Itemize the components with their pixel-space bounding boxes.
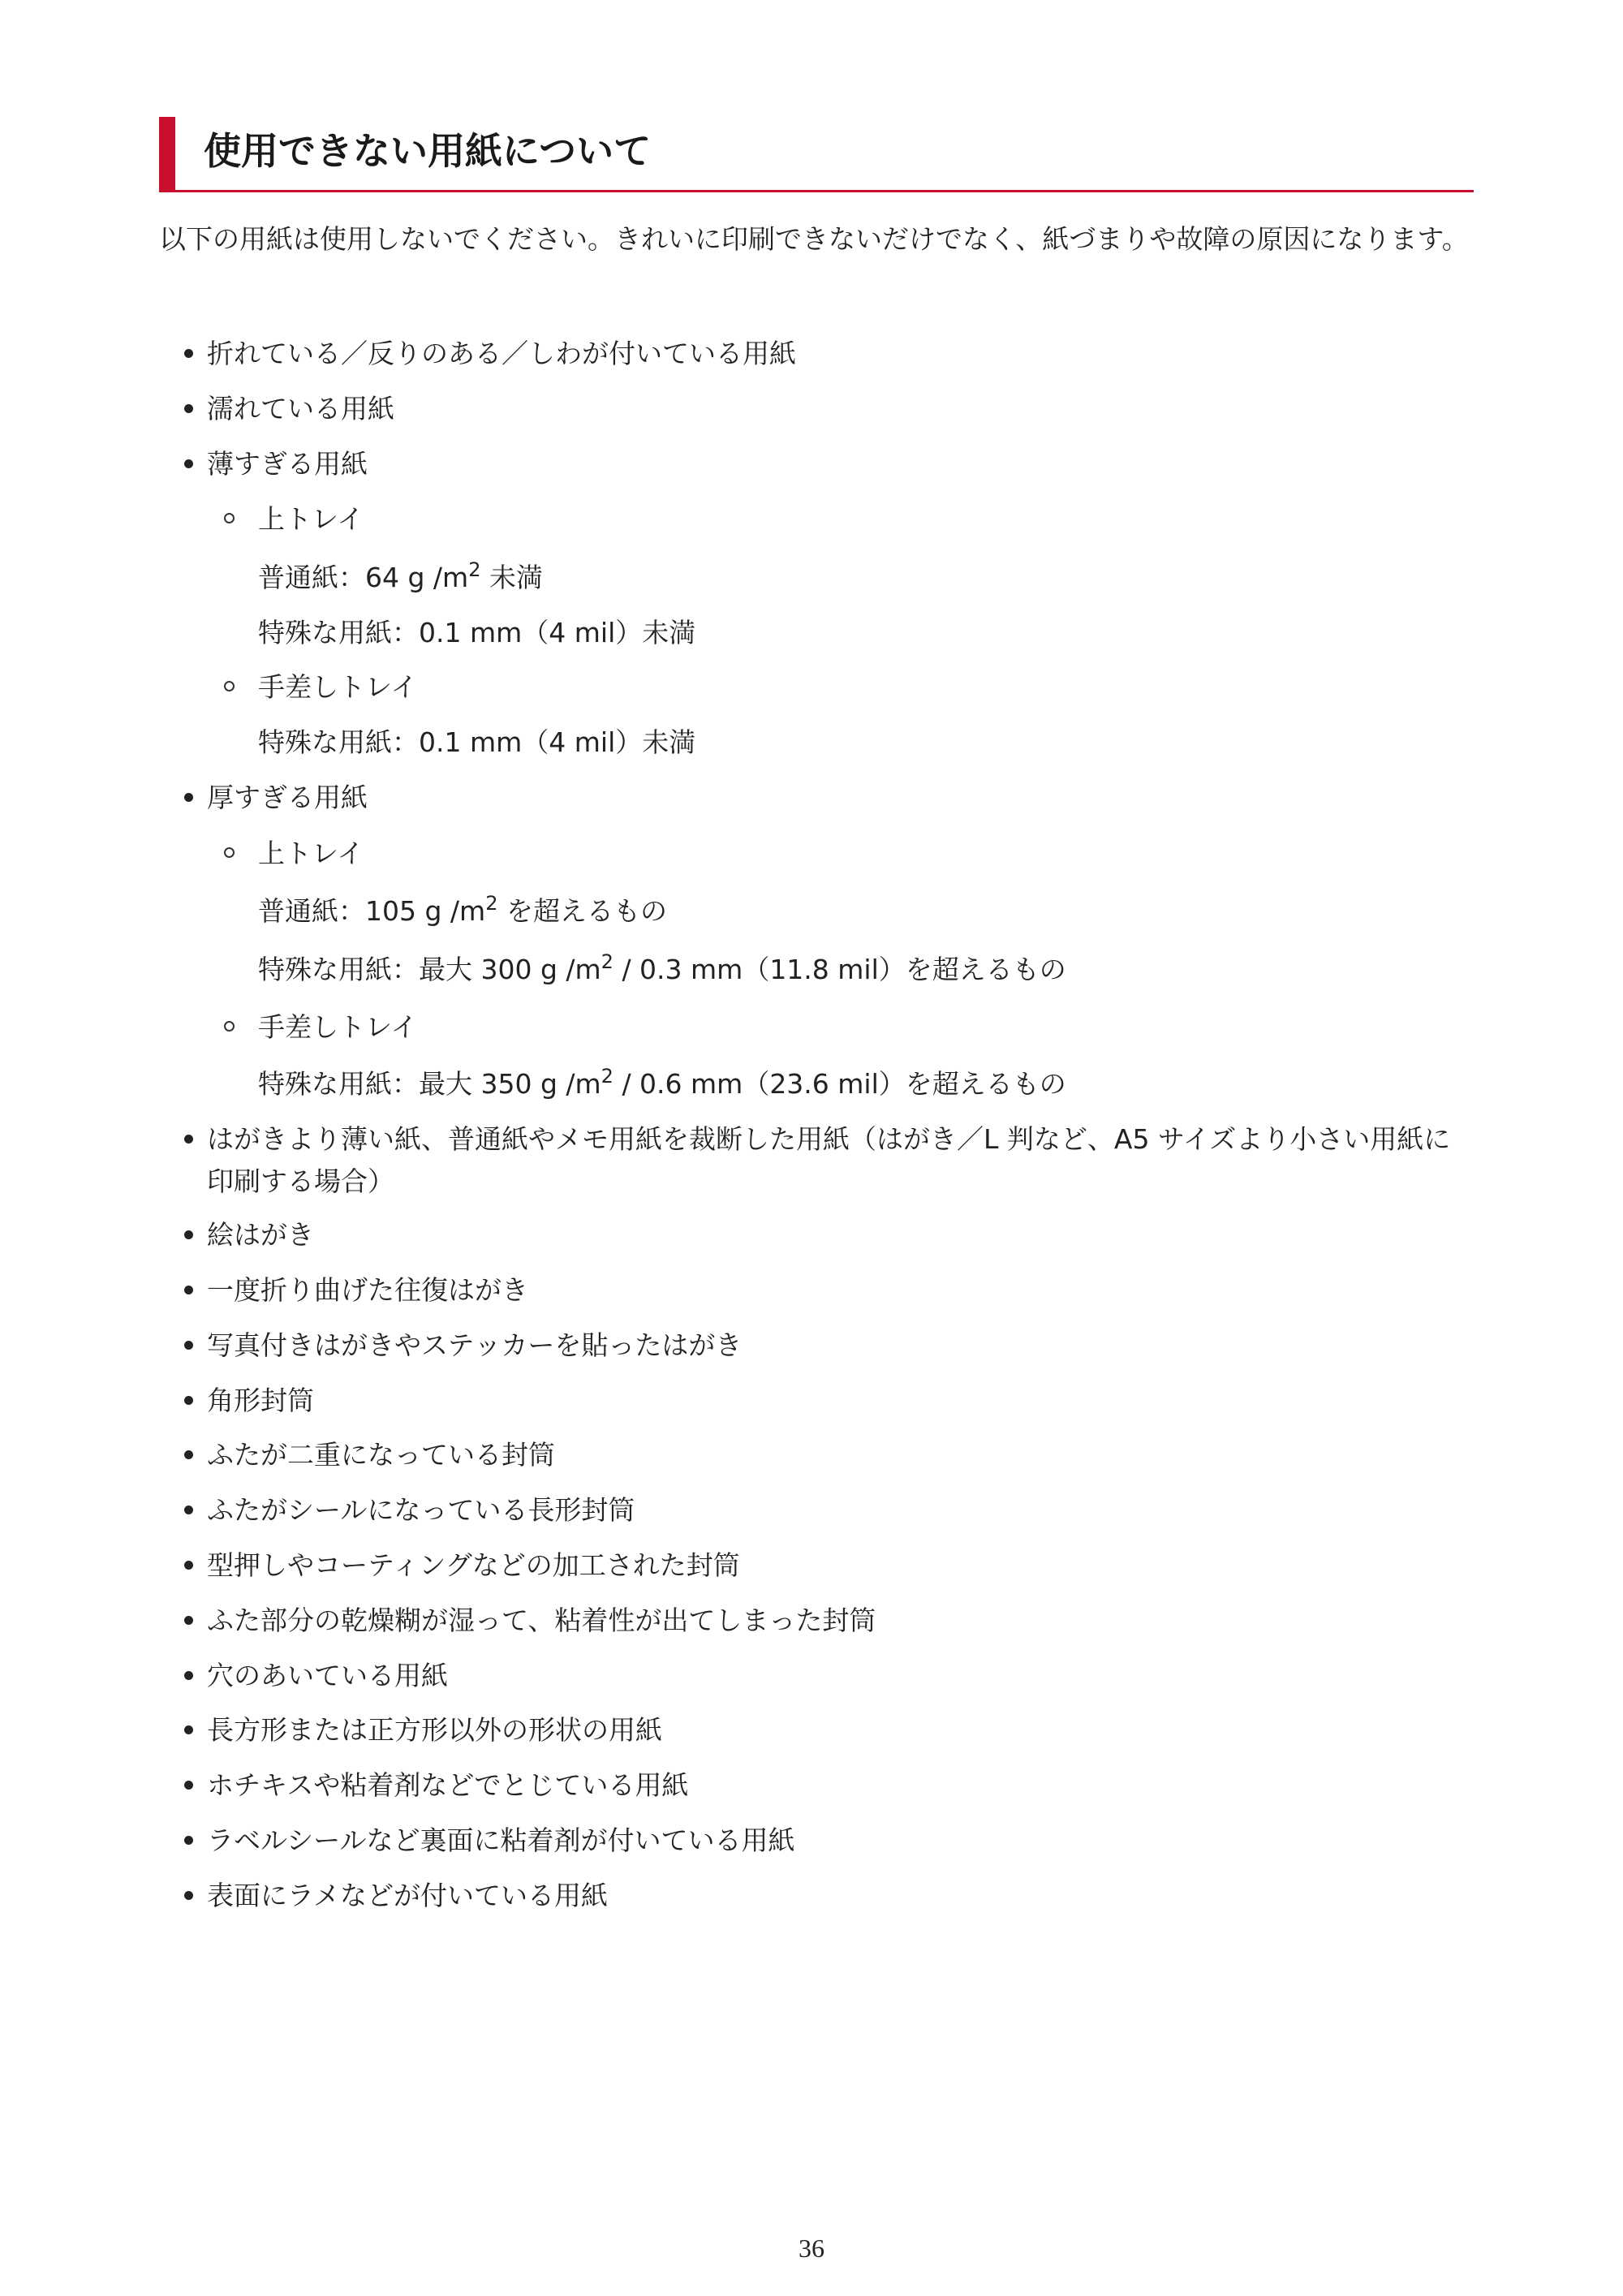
spec-text: 普通紙：64 g /m xyxy=(258,562,469,593)
bullet-dot xyxy=(184,1891,193,1900)
list-item: 角形封筒 xyxy=(207,1385,314,1416)
bullet-dot xyxy=(184,1781,193,1790)
bullet-dot xyxy=(184,1725,193,1734)
spec-text: / 0.6 mm（23.6 mil）を超えるもの xyxy=(613,1068,1066,1100)
intro-paragraph: 以下の用紙は使用しないでください。きれいに印刷できないだけでなく、紙づまりや故障の原因になります。 xyxy=(159,223,1469,255)
bullet-dot xyxy=(184,793,193,802)
list-item: ふた部分の乾燥糊が湿って、粘着性が出てしまった封筒 xyxy=(207,1605,876,1636)
superscript: 2 xyxy=(485,892,498,915)
sub-item-upper-tray: 上トレイ xyxy=(258,838,364,869)
heading-accent-bar xyxy=(159,117,175,190)
superscript: 2 xyxy=(601,1065,613,1088)
list-item: 絵はがき xyxy=(207,1219,314,1251)
list-item: ふたが二重になっている封筒 xyxy=(207,1439,555,1471)
bullet-dot xyxy=(184,1341,193,1350)
list-item: ふたがシールになっている長形封筒 xyxy=(207,1494,635,1526)
page-title: 使用できない用紙について xyxy=(204,129,652,173)
sub-bullet-circle xyxy=(224,847,235,858)
sub-bullet-circle xyxy=(224,681,235,691)
list-item: 表面にラメなどが付いている用紙 xyxy=(207,1880,609,1911)
spec-text: を超えるもの xyxy=(497,895,667,927)
bullet-dot xyxy=(184,1506,193,1514)
bullet-dot xyxy=(184,349,193,358)
spec-special-paper: 特殊な用紙：0.1 mm（4 mil）未満 xyxy=(258,726,696,758)
bullet-dot xyxy=(184,1396,193,1405)
spec-text: 特殊な用紙：最大 350 g /m xyxy=(258,1068,601,1100)
spec-text: 普通紙：105 g /m xyxy=(258,895,486,927)
superscript: 2 xyxy=(601,950,613,973)
bullet-dot xyxy=(184,1286,193,1294)
list-item: ラベルシールなど裏面に粘着剤が付いている用紙 xyxy=(207,1824,795,1856)
list-item: 長方形または正方形以外の形状の用紙 xyxy=(207,1714,662,1746)
spec-plain-paper xyxy=(258,560,543,598)
list-item: 厚すぎる用紙 xyxy=(207,782,368,813)
bullet-dot xyxy=(184,1230,193,1239)
list-item: 穴のあいている用紙 xyxy=(207,1660,448,1691)
sub-item-upper-tray: 上トレイ xyxy=(258,503,364,535)
bullet-dot xyxy=(184,1561,193,1570)
bullet-dot xyxy=(184,404,193,413)
list-item: 濡れている用紙 xyxy=(207,393,394,424)
superscript: 2 xyxy=(468,558,481,581)
spec-text: 未満 xyxy=(480,562,543,593)
spec-text: 特殊な用紙：最大 300 g /m xyxy=(258,954,601,985)
sub-bullet-circle xyxy=(224,513,235,523)
list-item: 折れている／反りのある／しわが付いている用紙 xyxy=(207,338,796,369)
bullet-dot xyxy=(184,1616,193,1625)
spec-special-paper xyxy=(258,952,1066,990)
page-number: 36 xyxy=(799,2234,824,2263)
list-item: 型押しやコーティングなどの加工された封筒 xyxy=(207,1549,740,1581)
spec-special-paper: 特殊な用紙：0.1 mm（4 mil）未満 xyxy=(258,617,696,648)
spec-special-paper xyxy=(258,1066,1066,1105)
bullet-dot xyxy=(184,1836,193,1845)
spec-plain-paper xyxy=(258,894,667,932)
sub-bullet-circle xyxy=(224,1021,235,1032)
list-item: 薄すぎる用紙 xyxy=(207,448,368,480)
bullet-dot xyxy=(184,1450,193,1459)
sub-item-manual-tray: 手差しトレイ xyxy=(258,1011,418,1043)
bullet-dot xyxy=(184,1671,193,1680)
list-item: はがきより薄い紙、普通紙やメモ用紙を裁断した用紙（はがき／L 判など、A5 サイズより小さい用紙に印刷する場合） xyxy=(207,1123,1451,1197)
bullet-dot xyxy=(184,1135,193,1144)
list-item: 一度折り曲げた往復はがき xyxy=(207,1274,528,1306)
bullet-dot xyxy=(184,459,193,468)
sub-item-manual-tray: 手差しトレイ xyxy=(258,671,418,703)
list-item: 写真付きはがきやステッカーを貼ったはがき xyxy=(207,1329,743,1361)
list-item: ホチキスや粘着剤などでとじている用紙 xyxy=(207,1769,689,1801)
spec-text: / 0.3 mm（11.8 mil）を超えるもの xyxy=(613,954,1066,985)
section-heading xyxy=(159,114,1474,192)
